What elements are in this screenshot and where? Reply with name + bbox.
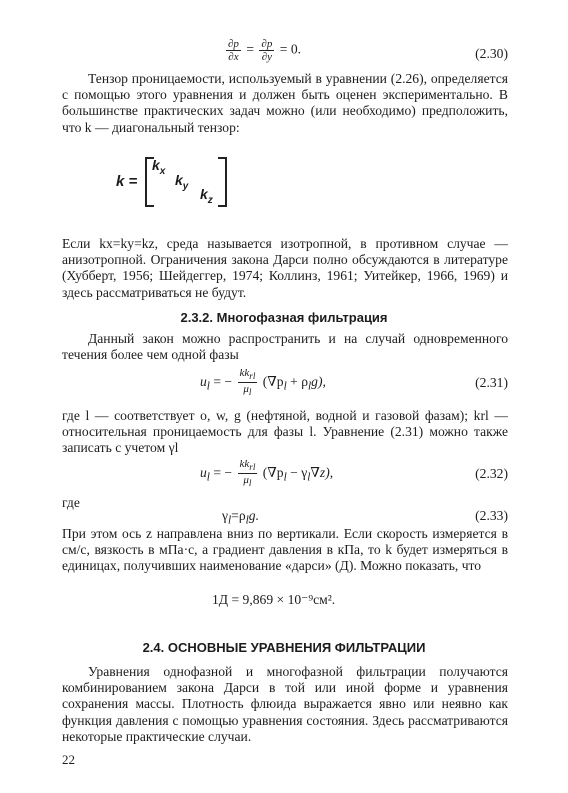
- matrix-right-bracket: [218, 157, 227, 207]
- equation-2-32: $u_l$ = − $\frac{kk_{rl}}{\mu_l}$ $(\nabla p_l - \gamma_l\nabla z)$, (2.32): [200, 458, 508, 489]
- paragraph-multiphase-intro: Данный закон можно распространить и на случай одновременного течения более чем одной фазы: [62, 331, 508, 363]
- section-heading-multiphase: 2.3.2. Многофазная фильтрация: [180, 310, 388, 325]
- fraction-kkr-mu: $\frac{kk_{rl}}{\mu_l}$: [239, 458, 256, 489]
- fraction-dp-dx: $\frac{\partial p}{\partial x}$: [228, 38, 239, 63]
- equation-number: (2.31): [475, 375, 508, 390]
- equation-number: (2.33): [475, 508, 508, 523]
- paragraph-tensor: Тензор проницаемости, используемый в уравнении (2.26), определяется с помощью этого уравнения и должен быть оценен экспериментально. В большинстве практических задач можно (или необходимо) предположить, что k — диагональный тензор:: [62, 71, 508, 135]
- equation-2-30: $\frac{\partial p}{\partial x}$ = $\frac{\partial p}{\partial y}$ = 0. (2.30): [228, 38, 508, 63]
- fraction-kkr-mu: $\frac{kk_{rl}}{\mu_l}$: [239, 367, 256, 398]
- matrix-kx: $k_x$: [152, 157, 166, 177]
- matrix-ky: $k_y$: [175, 172, 189, 192]
- fraction-dp-dy: $\frac{\partial p}{\partial y}$: [261, 38, 273, 63]
- equation-number: (2.32): [475, 466, 508, 481]
- paragraph-isotropic: Если kx=ky=kz, среда называется изотропной, в противном случае — анизотропной. Ограничения закона Дарси полно обсуждаются в литературе (Хубберт, 1956; Шейдеггер, 1974; Коллинз, 1961; Уитейкер, 1966, 1969) и здесь рассматриваться не будут.: [62, 236, 508, 300]
- paragraph-units: При этом ось z направлена вниз по вертикали. Если скорость измеряется в см/с, вязкость в мПа·с, а градиент давления в кПа, то k будет измеряться в единицах, получивших наименование «дарси» (Д). Можно показать, что: [62, 526, 508, 574]
- equation-number: (2.30): [475, 46, 508, 61]
- label-where: где: [62, 495, 80, 510]
- page-number: 22: [62, 752, 75, 767]
- paragraph-basic-equations: Уравнения однофазной и многофазной фильтрации получаются комбинированием закона Дарси в той или иной форме и уравнения сохранения массы. Плотность флюида выражается явно или неявно как функция давления с помощью уравнения состояния. Здесь рассматриваются некоторые практические случаи.: [62, 664, 508, 744]
- matrix-lhs: k =: [116, 173, 138, 190]
- section-heading-basic-equations: 2.4. ОСНОВНЫЕ УРАВНЕНИЯ ФИЛЬТРАЦИИ: [142, 640, 426, 655]
- equation-2-31: $u_l$ = − $\frac{kk_{rl}}{\mu_l}$ $(\nabla p_l + \rho_lg)$, (2.31): [200, 367, 508, 398]
- matrix-kz: $k_z$: [200, 186, 213, 206]
- paragraph-where-l: где l — соответствует o, w, g (нефтяной, водной и газовой фазам); krl — относительная проницаемость для фазы l. Уравнение (2.31) можно также записать с учетом γl: [62, 408, 508, 456]
- equation-darcy-unit: 1Д = 9,869 × 10⁻⁹см².: [212, 592, 336, 607]
- equation-2-33: $\gamma_l=\rho_lg$. (2.33): [222, 508, 508, 527]
